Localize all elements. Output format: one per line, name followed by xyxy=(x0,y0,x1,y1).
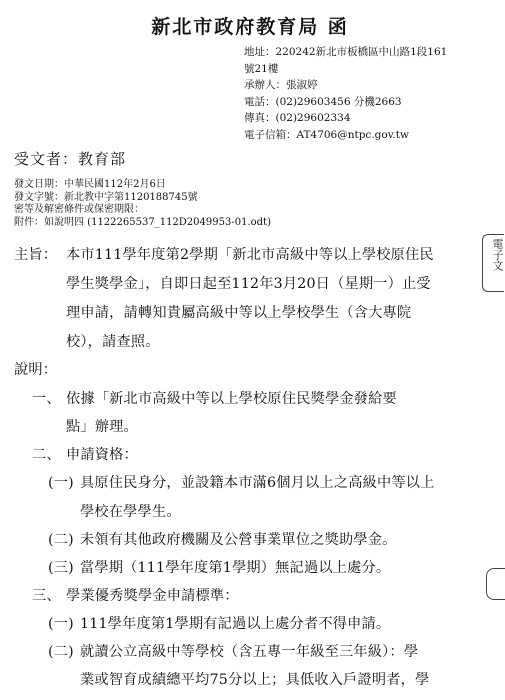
sender-contact-block xyxy=(244,44,474,143)
explanation-label: 說明： xyxy=(14,362,58,378)
item-2-1-line-2: 學校在學學生。 xyxy=(80,504,181,520)
subject-label: 主旨： xyxy=(14,247,58,263)
item-2-number: 二、 xyxy=(32,447,61,463)
fax: 傳真：(02)29602334 xyxy=(244,112,351,124)
item-3-number: 三、 xyxy=(32,588,61,604)
subject-line-1: 本市111學年度第2學期「新北市高級中等以上學校原住民 xyxy=(66,247,434,263)
electronic-document-stamp: 電子文 xyxy=(482,234,504,292)
item-2-1-number: (一) xyxy=(48,475,74,491)
contact-person: 承辦人：張淑婷 xyxy=(244,79,318,91)
item-3-2-line-2: 業或智育成績總平均75分以上；具低收入戶證明者，學 xyxy=(80,672,430,688)
item-2-3-line-1: 當學期（111學年度第1學期）無記過以上處分。 xyxy=(80,560,391,576)
attachment: 附件：如說明四 (1122265537_112D2049953-01.odt) xyxy=(14,216,271,228)
seal-mark xyxy=(486,568,505,600)
issue-number: 發文字號：新北教中字第1120188745號 xyxy=(14,191,198,203)
subject-line-3: 理申請，請轉知貴屬高級中等以上學校學生（含大專院 xyxy=(66,305,412,321)
subject-line-4: 校），請查照。 xyxy=(66,334,160,350)
email: 電子信箱：AT4706@ntpc.gov.tw xyxy=(244,128,409,141)
item-3-line-1: 學業優秀獎學金申請標準： xyxy=(66,588,239,604)
receiver: 受文者：教育部 xyxy=(14,150,127,168)
item-3-1-number: (一) xyxy=(48,616,74,632)
item-3-2-number: (二) xyxy=(48,644,74,660)
confidentiality: 密等及解密條件或保密期限： xyxy=(14,204,144,216)
item-1-line-2: 點」辦理。 xyxy=(66,419,138,435)
item-2-3-number: (三) xyxy=(48,560,74,576)
subject-line-2: 學生獎學金」，自即日起至112年3月20日（星期一）止受 xyxy=(66,276,431,292)
address-line-1: 地址：220242新北市板橋區中山路1段161 xyxy=(244,46,448,58)
item-2-2-line-1: 未領有其他政府機關及公營事業單位之獎助學金。 xyxy=(80,532,397,548)
item-2-1-line-1: 具原住民身分，並設籍本市滿6個月以上之高級中等以上 xyxy=(80,475,435,491)
phone: 電話：(02)29603456 分機2663 xyxy=(244,95,402,108)
address-line-2: 號21樓 xyxy=(244,62,279,75)
document-title: 新北市政府教育局 函 xyxy=(151,16,349,38)
item-3-2-line-1: 就讀公立高級中等學校（含五專一年級至三年級）：學 xyxy=(80,644,419,660)
document-meta xyxy=(14,179,271,229)
item-2-2-number: (二) xyxy=(48,532,74,548)
item-1-number: 一、 xyxy=(32,391,61,407)
item-3-1-line-1: 111學年度第1學期有記過以上處分者不得申請。 xyxy=(80,616,391,632)
issue-date: 發文日期：中華民國112年2月6日 xyxy=(14,179,166,190)
item-2-line-1: 申請資格： xyxy=(66,447,138,463)
item-1-line-1: 依據「新北市高級中等以上學校原住民獎學金發給要 xyxy=(66,391,397,407)
